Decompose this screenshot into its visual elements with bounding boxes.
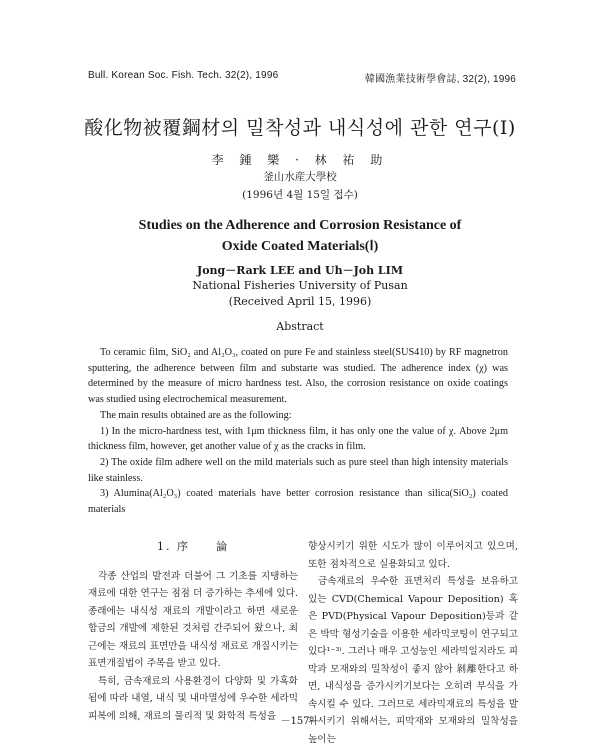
- abstract-paragraph: 1) In the micro-hardness test, with 1μm thickness film, it has only one the value of χ. Above 2μm thickness film, however, get another value of χ as the cracks in film.: [88, 425, 508, 453]
- english-title: [0, 215, 600, 257]
- english-received-date: (Received April 15, 1996): [228, 295, 372, 308]
- english-title-line2: Oxide Coated Materials(Ⅰ): [221, 239, 379, 254]
- abstract-body: [88, 345, 508, 518]
- abstract-paragraph: The main results obtained are as the following:: [100, 409, 292, 421]
- body-paragraph: 향상시키기 위한 시도가 많이 이루어지고 있으며, 또한 점차적으로 실용화되고 있다.: [308, 541, 518, 570]
- korean-received-date: (1996년 4월 15일 접수): [242, 189, 358, 201]
- abstract-paragraph: To ceramic film, SiO₂ and Al₂O₃, coated on pure Fe and stainless steel(SUS410) by RF magnetron sputtering, the adherence between film and substarte was studied. The adherence index (χ) was determined by the measure of micro hardness test. Also, the corrosion resistance on oxide coatings was studied using electrochemical measurement.: [88, 347, 508, 406]
- english-authors: Jong－Rark LEE and Uh－Joh LIM: [197, 264, 403, 277]
- english-affiliation: National Fisheries University of Pusan: [192, 279, 408, 292]
- abstract-paragraph: 2) The oxide film adhere well on the mild materials such as pure steel than high intensity materials like stainless.: [88, 456, 508, 484]
- abstract-paragraph: 3) Alumina(Al₂O₃) coated materials have better corrosion resistance than silica(SiO₂) coated materials: [88, 488, 508, 516]
- body-paragraph: 금속재료의 우수한 표면처리 특성을 보유하고 있는 CVD(Chemical Vapour Deposition) 혹은 PVD(Physical Vapour Deposition)등과 같은 박막 형성기술을 이용한 세라믹코팅이 연구되고 있다¹⁻³⁾. 그러나 매우 고성능인 세라믹일지라도 피막과 모재와의 밀착성이 좋지 않아 剝離한다고 하면, 내식성을 증가시키기보다는 오히려 부식을 가속시킬 수 있다. 그러므로 세라믹재료의 특성을 발휘시키기 위해서는, 피막재와 모재와의 밀착성을 높이는: [308, 576, 518, 745]
- body-paragraph: 각종 산업의 발전과 더불어 그 기초를 지탱하는 재료에 대한 연구는 점점 더 증가하는 추세에 있다. 종래에는 내식성 재료의 개발이라고 하면 새로운 합금의 개발에 제한된 것처럼 간주되어 왔으나, 최근에는 재료의 표면만을 내식성 재료로 개질시키는 표면개질법이 주목을 받고 있다.: [88, 570, 298, 669]
- english-title-line1: Studies on the Adherence and Corrosion Resistance of: [138, 218, 462, 233]
- body-column-left: [88, 538, 298, 725]
- body-paragraph: 특히, 금속재료의 사용환경이 다양화 및 가혹화됨에 따라 내열, 내식 및 내마멸성에 우수한 세라믹피복에 의해, 재료의 물리적 및 화학적 특성을: [88, 675, 298, 722]
- page-number: －157－: [280, 716, 320, 727]
- korean-authors: 李 鍾 樂 · 林 祐 助: [211, 153, 389, 167]
- abstract-heading: Abstract: [276, 320, 324, 333]
- korean-title: 酸化物被覆鋼材의 밀착성과 내식성에 관한 연구(Ⅰ): [84, 117, 516, 139]
- section-heading-introduction: 1. 序 論: [157, 540, 229, 553]
- korean-affiliation: 釜山水産大學校: [263, 171, 337, 183]
- journal-citation-korean: 韓國漁業技術學會誌, 32(2), 1996: [364, 74, 516, 85]
- journal-citation-english: Bull. Korean Soc. Fish. Tech. 32(2), 1996: [88, 70, 279, 81]
